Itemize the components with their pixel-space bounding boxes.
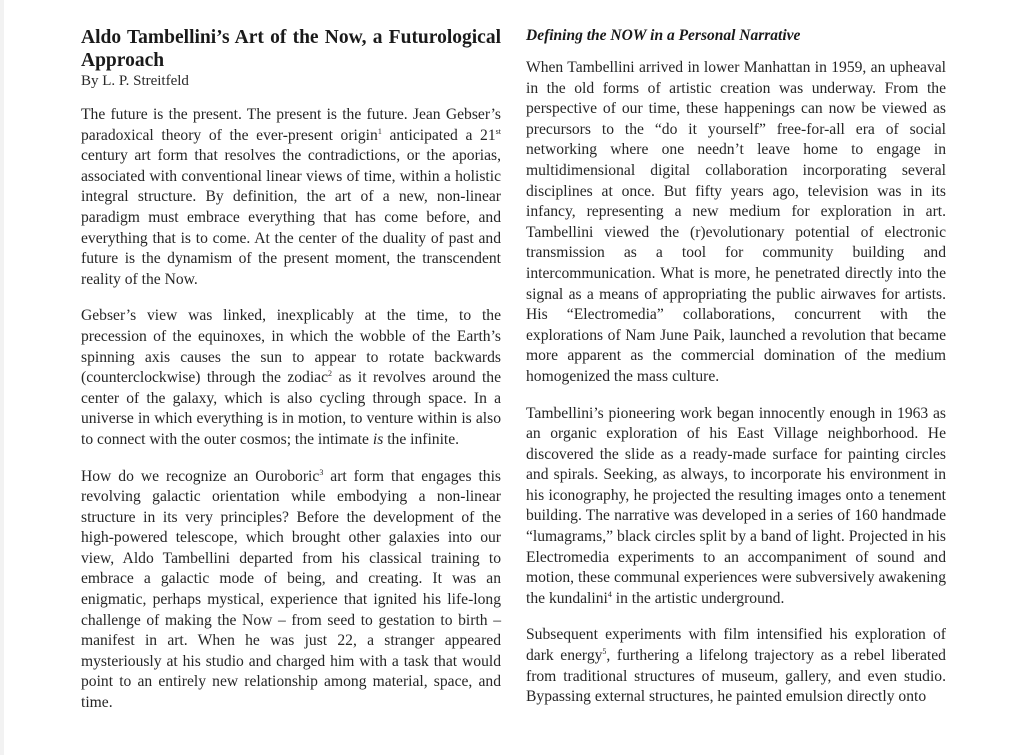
paragraph: Tambellini’s pioneering work began innocently enough in 1963 as an organic exploration of his East Village neighborhood. He discovered the slide as a ready-made surface for painting circles and spirals. Seeking, as always, to incorporate his environment in his iconography, he projected the resulting images onto a tenement building. The narrative was developed in a series of 160 handmade “lumagrams,” black circles split by a band of light. Projected in his Electromedia experiments to an accompaniment of sound and motion, these communal experiences were subversively awakening the kundalini$^4$ in the artistic underground. xyxy=(526,404,946,607)
paragraph: When Tambellini arrived in lower Manhattan in 1959, an upheaval in the old forms of artistic creation was underway. From the perspective of our time, these happenings can now be viewed as precursors to the “do it yourself” free-for-all era of social networking where one needn’t leave home to engage in multidimensional digital collaboration incorporating several disciplines at once. But fifty years ago, television was in its infancy, representing a new medium for exploration in art. Tambellini viewed the (r)evolutionary potential of electronic transmission as a tool for community building and intercommunication. What is more, he penetrated directly into the signal as a means of appropriating the public airwaves for artists. His “Electromedia” collaborations, concurrent with the explorations of Nam June Paik, launched a revolution that became more apparent as the commercial domination of the medium homogenized the mass culture. xyxy=(526,59,946,385)
right-column xyxy=(526,26,946,724)
footnote-ref: 4 xyxy=(607,589,612,599)
paragraph: How do we recognize an Ouroboric$^3$ art form that engages this revolving galactic orientation while embodying a non-linear structure in its very principles? Before the development of the high-powered telescope, which brought other galaxies into our view, Aldo Tambellini departed from his classical training to embrace a galactic mode of being, and creating. It was an enigmatic, perhaps mystical, experience that ignited his life-long challenge of making the Now – from seed to gestation to birth – manifest in art. When he was just 22, a stranger appeared mysteriously at his studio and charged him with a task that would point to an entirely new relationship among material, space, and time. xyxy=(81,467,502,712)
footnote-ref: 1 xyxy=(377,126,382,136)
page-edge xyxy=(0,0,4,755)
paragraph: The future is the present. The present is the future. Jean Gebser’s paradoxical theory of the ever-present origin$^1$ anticipated a 21st century art form that resolves the contradictions, or the aporias, associated with conventional linear views of time, within a holistic integral structure. By definition, the art of a new, non-linear paradigm must embrace everything that has come before, and everything that is to come. At the center of the duality of past and future is the dynamism of the present moment, the transcendent reality of the Now. xyxy=(81,106,501,288)
footnote-ref: 5 xyxy=(602,646,607,656)
paragraph: Gebser’s view was linked, inexplicably at the time, to the precession of the equinoxes, in which the wobble of the Earth’s spinning axis causes the sun to appear to rotate backwards (counterclockwise) through the zodiac$^2$ as it revolves around the center of the galaxy, which is also cycling through space. In a universe in which everything is in motion, to venture within is also to connect with the outer cosmos; the intimate is the infinite. xyxy=(81,307,501,448)
article-title: Aldo Tambellini’s Art of the Now, a Futurological Approach xyxy=(81,27,501,71)
section-heading: Defining the NOW in a Personal Narrative xyxy=(526,27,801,44)
emphasis: is xyxy=(372,430,384,448)
footnote-ref: 3 xyxy=(319,467,324,477)
footnote-ref: 2 xyxy=(328,368,333,378)
paragraph: Subsequent experiments with film intensified his exploration of dark energy$^5$, furthering a lifelong trajectory as a rebel liberated from traditional structures of museum, gallery, and even studio. Bypassing external structures, he painted emulsion directly onto xyxy=(526,626,946,706)
byline: By L. P. Streitfeld xyxy=(81,73,189,89)
left-column xyxy=(81,26,501,730)
footnote-ref: st xyxy=(495,126,501,136)
